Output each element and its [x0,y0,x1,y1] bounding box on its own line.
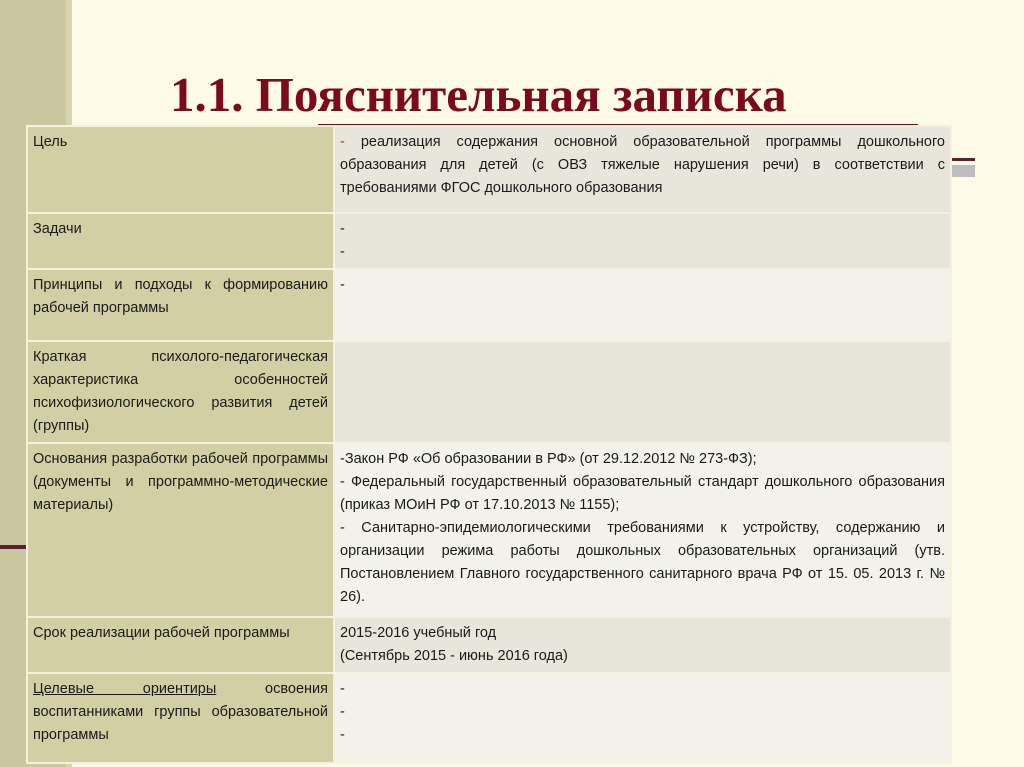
slide-title: 1.1. Пояснительная записка [170,67,787,122]
table-row-principles [27,269,951,341]
right-accent-rule [950,158,975,161]
row-value [334,673,951,763]
lead-dash: - [340,134,345,150]
table-row-characteristics [27,341,951,443]
value-text: реализация содержания основной образовательной программы дошкольного образования для детей (с ОВЗ тяжелые нарушения речи) в соответствии с требованиями ФГОС дошкольного образования [340,134,945,196]
value-line: (Сентябрь 2015 - июнь 2016 года) [340,648,568,664]
row-label: Срок реализации рабочей программы [27,617,334,673]
value-line: - [340,277,345,293]
row-value [334,126,951,213]
row-value [334,341,951,443]
value-line: - [340,221,345,237]
row-value [334,617,951,673]
row-value [334,213,951,269]
table-row-term [27,617,951,673]
table-row-targets [27,673,951,763]
underlined-label: Целевые ориентиры [33,681,217,697]
table-row-grounds [27,443,951,617]
row-label: Принципы и подходы к формированию рабочей программы [27,269,334,341]
row-label [27,673,334,763]
row-label: Цель [27,126,334,213]
explanatory-note-table [26,125,952,764]
table-row-goal [27,126,951,213]
label-rest: освоения воспитанниками группы образовательной программы [33,681,328,743]
right-accent-bar [950,165,975,177]
row-label: Краткая психолого-педагогическая характеристика особенностей психофизиологического развития детей (группы) [27,341,334,443]
value-line: - [340,704,345,720]
row-value [334,443,951,617]
value-line: - Санитарно-эпидемиологическими требованиями к устройству, содержанию и организации режима работы дошкольных образовательных организаций (утв. Постановлением Главного государственного санитарного врача РФ от 15. 05. 2013 г. № 26). [340,520,945,605]
value-line: 2015-2016 учебный год [340,625,497,641]
value-line: - [340,681,345,697]
row-value [334,269,951,341]
row-label: Основания разработки рабочей программы (документы и программно-методические материалы) [27,443,334,617]
row-label: Задачи [27,213,334,269]
value-line: - [340,727,345,743]
value-line: -Закон РФ «Об образовании в РФ» (от 29.12.2012 № 273-ФЗ); [340,451,757,467]
value-line: - Федеральный государственный образовательный стандарт дошкольного образования (приказ МОиН РФ от 17.10.2013 № 1155); [340,474,945,513]
value-line: - [340,244,345,260]
table-row-tasks [27,213,951,269]
